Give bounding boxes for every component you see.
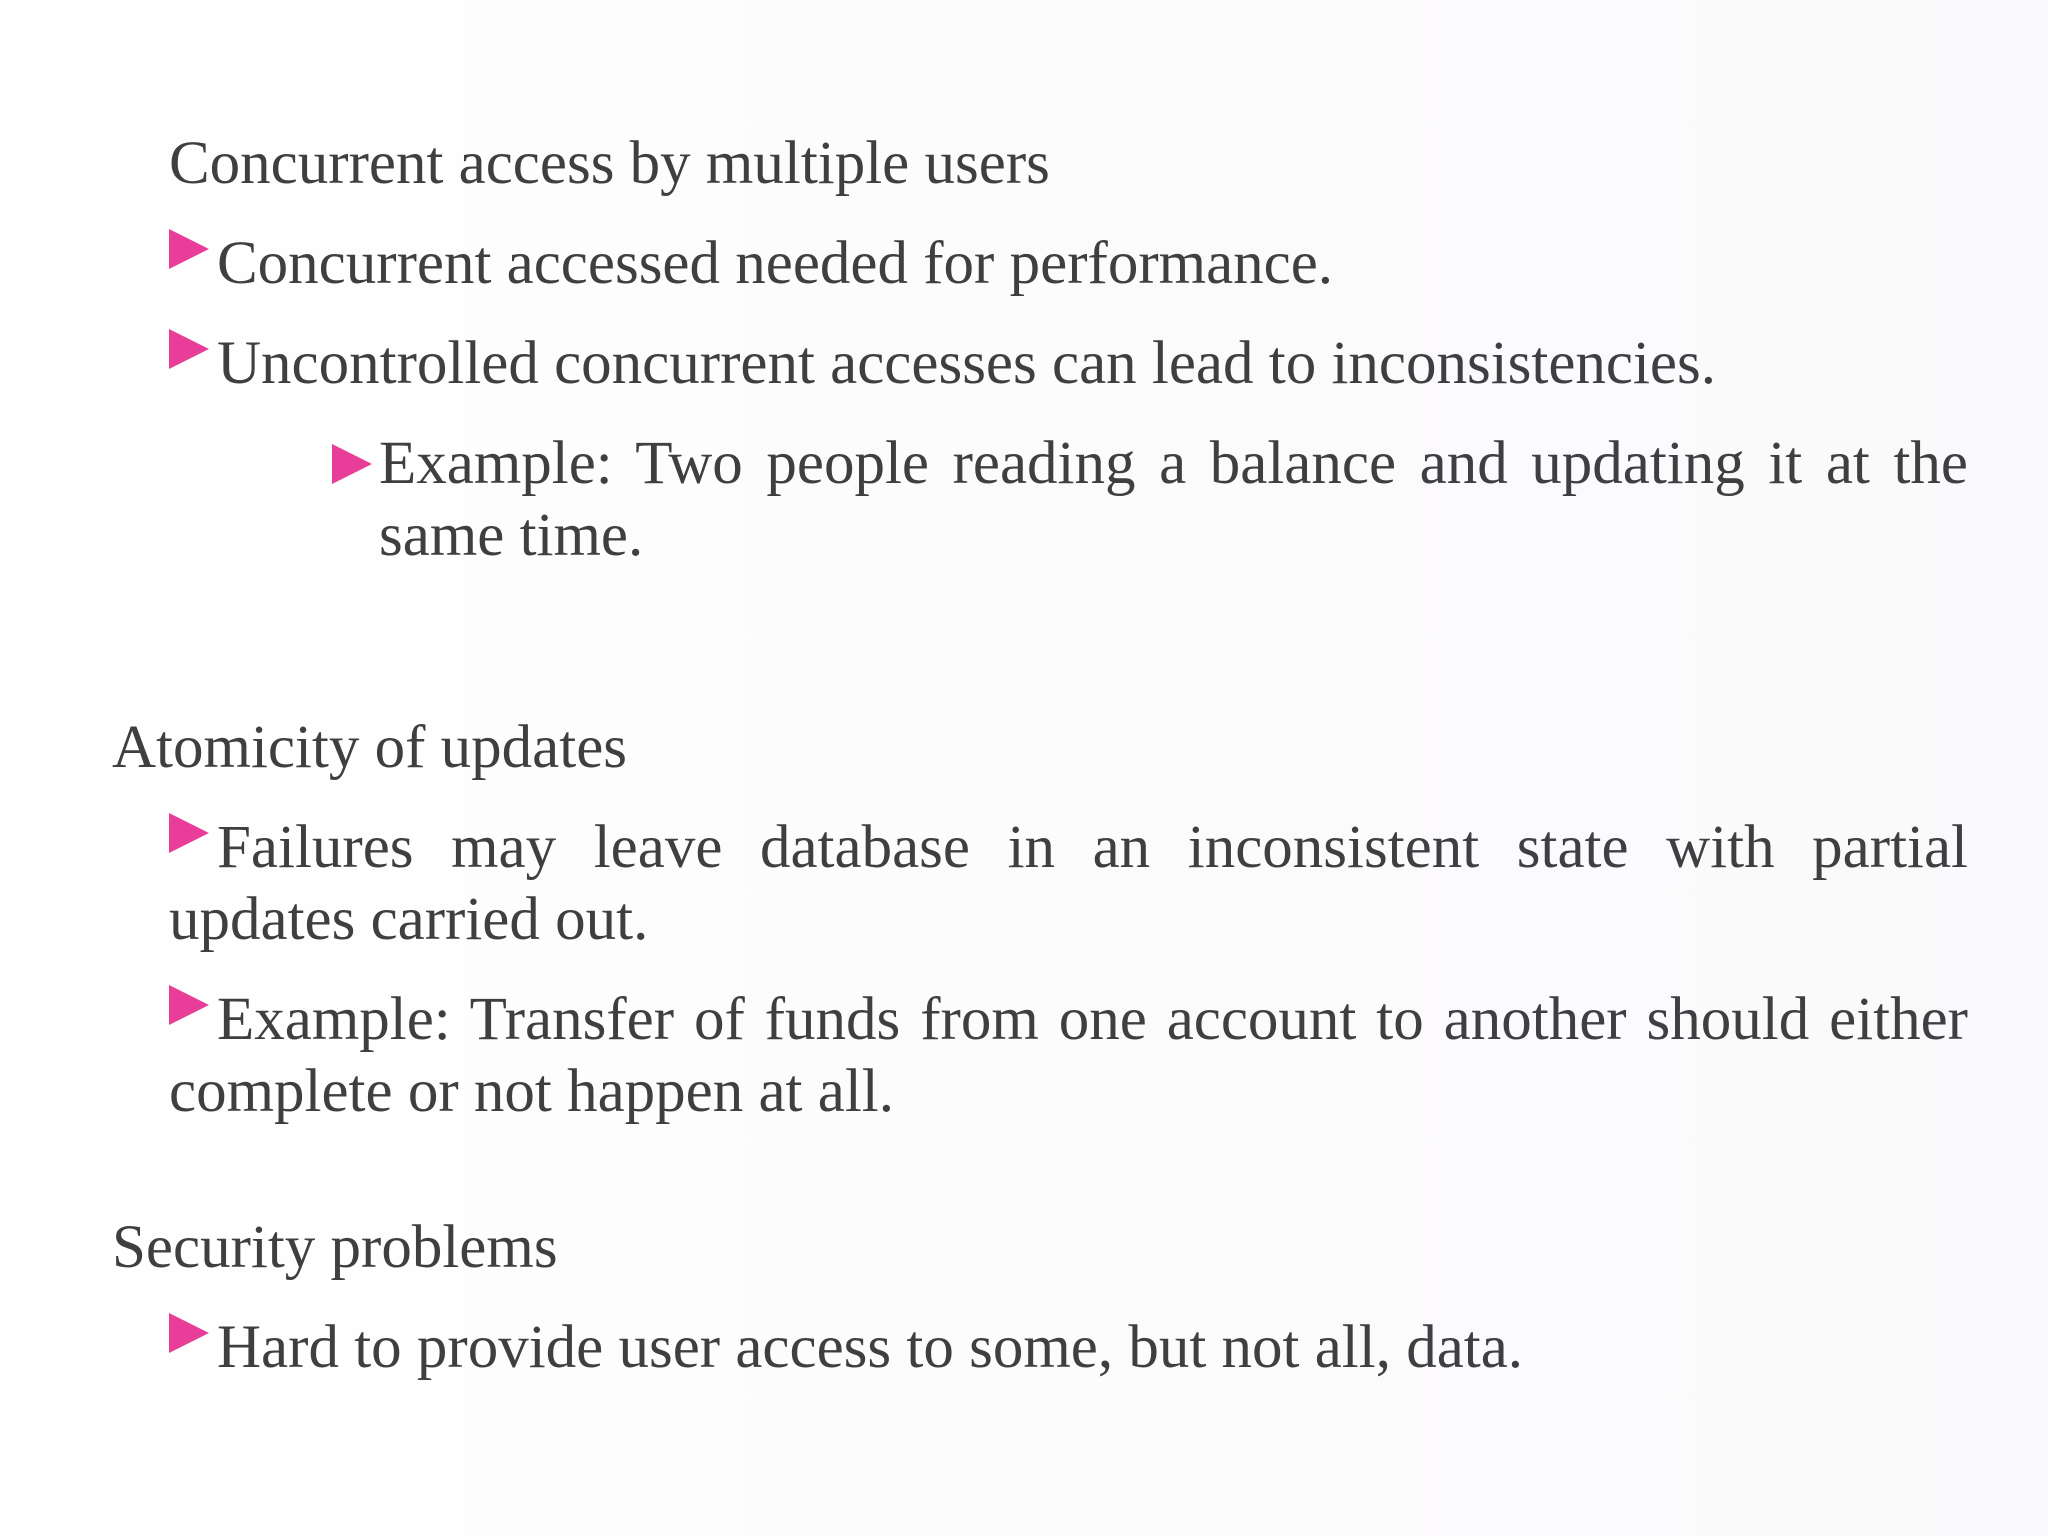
section-security <box>0 1212 2048 1384</box>
pink-triangle-bullet-icon <box>169 813 209 853</box>
bullet-item <box>169 1312 1968 1384</box>
pink-triangle-bullet-icon <box>169 229 209 269</box>
pink-triangle-bullet-icon <box>332 444 372 484</box>
bullet-text: Failures may leave database in an inconsistent state with partial updates carried out. <box>169 814 1968 953</box>
section-atomicity <box>0 712 2048 1128</box>
bullet-item <box>169 328 1968 400</box>
sub-bullet-text: Example: Two people reading a balance and updating it at the same time. <box>379 430 1968 569</box>
pink-triangle-bullet-icon <box>169 985 209 1025</box>
section-concurrent-access <box>0 128 2048 572</box>
bullet-text: Concurrent accessed needed for performance. <box>217 230 1334 297</box>
bullet-text: Example: Transfer of funds from one account to another should either complete or not happen at all. <box>169 986 1968 1125</box>
bullet-item <box>169 984 1968 1128</box>
bullet-item <box>169 228 1968 300</box>
slide-body <box>0 128 2048 1384</box>
section-heading: Concurrent access by multiple users <box>169 130 1050 197</box>
sub-bullet-item <box>379 428 1968 572</box>
pink-triangle-bullet-icon <box>169 329 209 369</box>
section-heading: Security problems <box>112 1214 558 1281</box>
section-heading: Atomicity of updates <box>112 714 628 781</box>
bullet-item <box>169 812 1968 956</box>
bullet-text: Hard to provide user access to some, but not all, data. <box>217 1314 1524 1381</box>
pink-triangle-bullet-icon <box>169 1313 209 1353</box>
bullet-text: Uncontrolled concurrent accesses can lead to inconsistencies. <box>217 330 1716 397</box>
